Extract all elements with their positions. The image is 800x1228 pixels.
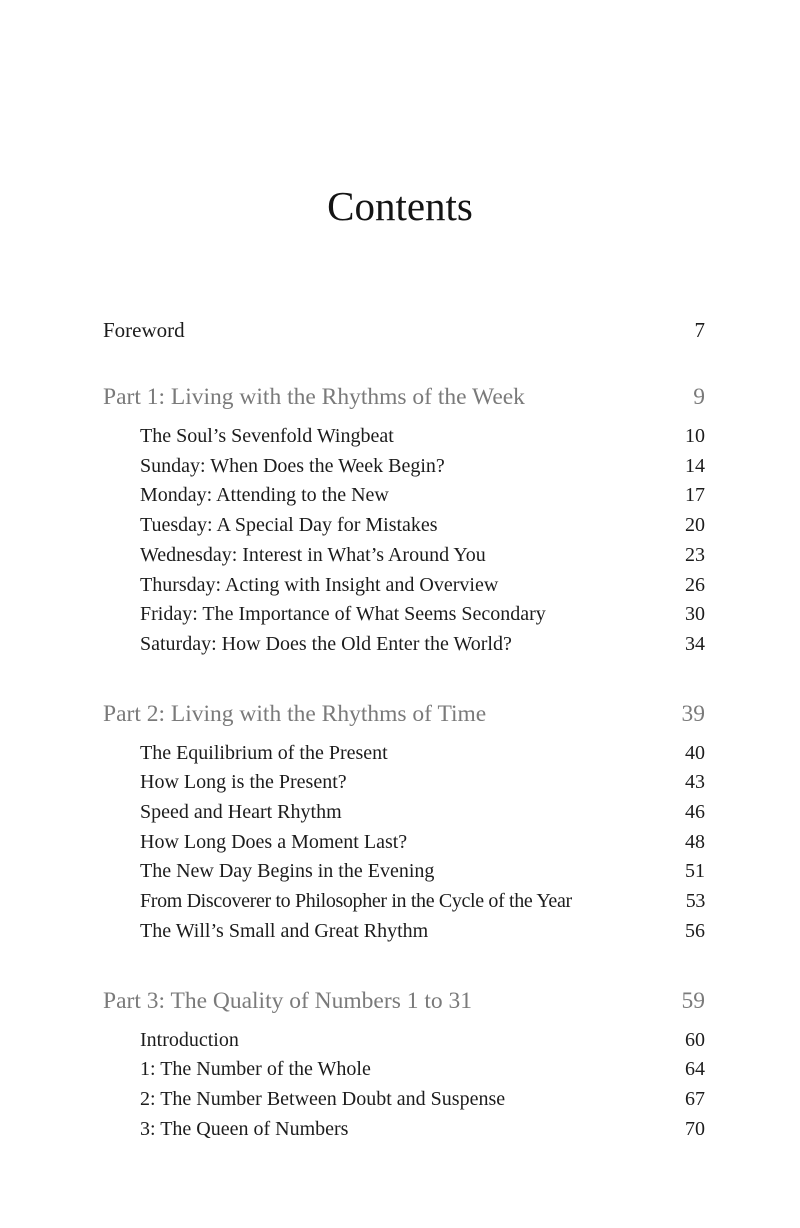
toc-entry-label: The Will’s Small and Great Rhythm xyxy=(140,919,429,942)
toc-entry-page: 43 xyxy=(685,771,705,794)
toc-entry-label: From Discoverer to Philosopher in the Cycle of the Year xyxy=(140,890,572,913)
toc-entry-label: The Soul’s Sevenfold Wingbeat xyxy=(140,425,394,447)
toc-entry xyxy=(140,630,705,660)
toc-part-1-page: 9 xyxy=(693,384,705,410)
toc-entry-page: 10 xyxy=(685,425,705,447)
toc-foreword xyxy=(103,314,705,346)
toc-part-2 xyxy=(103,697,705,731)
toc-entry-label: 2: The Number Between Doubt and Suspense xyxy=(140,1087,506,1110)
toc-part-1-entries xyxy=(103,422,705,660)
toc-entry-page: 64 xyxy=(685,1058,705,1081)
toc-foreword-label: Foreword xyxy=(103,318,185,342)
toc-part-2-entries xyxy=(103,739,705,947)
toc-entry-page: 51 xyxy=(685,860,705,883)
toc-part-1-label: Part 1: Living with the Rhythms of the Week xyxy=(103,384,525,410)
toc-part-3 xyxy=(103,984,705,1018)
table-of-contents xyxy=(103,314,705,1181)
toc-entry xyxy=(140,600,705,630)
toc-entry xyxy=(140,481,705,511)
toc-entry-label: Wednesday: Interest in What’s Around You xyxy=(140,543,486,566)
toc-entry-label: 1: The Number of the Whole xyxy=(140,1058,371,1081)
toc-entry xyxy=(140,1055,705,1085)
toc-entry-page: 30 xyxy=(685,603,705,626)
toc-entry-page: 26 xyxy=(685,573,705,596)
toc-entry xyxy=(140,1085,705,1115)
toc-entry xyxy=(140,768,705,798)
toc-entry xyxy=(140,1026,705,1056)
toc-entry-page: 48 xyxy=(685,830,705,853)
page-title: Contents xyxy=(327,183,473,229)
toc-entry xyxy=(140,571,705,601)
toc-entry xyxy=(140,887,705,917)
toc-entry-page: 67 xyxy=(685,1087,705,1110)
toc-entry-label: Monday: Attending to the New xyxy=(140,484,389,507)
toc-entry-label: 3: The Queen of Numbers xyxy=(140,1117,349,1140)
toc-entry-label: Thursday: Acting with Insight and Overview xyxy=(140,573,499,596)
toc-entry-page: 14 xyxy=(685,454,705,477)
toc-entry-label: Tuesday: A Special Day for Mistakes xyxy=(140,514,438,537)
toc-entry-page: 20 xyxy=(685,514,705,537)
toc-entry-label: Sunday: When Does the Week Begin? xyxy=(140,454,445,477)
toc-entry xyxy=(140,739,705,769)
toc-foreword-page: 7 xyxy=(694,318,705,342)
toc-entry xyxy=(140,422,705,452)
toc-entry-label: How Long Does a Moment Last? xyxy=(140,830,408,853)
toc-entry xyxy=(140,857,705,887)
toc-entry xyxy=(140,828,705,858)
toc-entry-page: 17 xyxy=(685,484,705,507)
toc-entry-page: 23 xyxy=(685,543,705,566)
toc-entry-label: The New Day Begins in the Evening xyxy=(140,860,435,883)
toc-part-3-label: Part 3: The Quality of Numbers 1 to 31 xyxy=(103,987,472,1014)
toc-entry-page: 70 xyxy=(685,1117,705,1140)
toc-part-2-label: Part 2: Living with the Rhythms of Time xyxy=(103,700,487,727)
toc-entry-page: 53 xyxy=(685,890,705,913)
toc-part-1 xyxy=(103,380,705,414)
toc-entry-page: 60 xyxy=(685,1028,705,1051)
toc-entry xyxy=(140,917,705,947)
toc-entry xyxy=(140,798,705,828)
toc-entry-label: Saturday: How Does the Old Enter the World? xyxy=(140,632,512,655)
toc-part-3-page: 59 xyxy=(681,987,705,1014)
toc-entry-label: Speed and Heart Rhythm xyxy=(140,801,342,824)
toc-entry-label: The Equilibrium of the Present xyxy=(140,741,388,764)
toc-entry-label: Friday: The Importance of What Seems Secondary xyxy=(140,603,546,626)
toc-entry-label: Introduction xyxy=(140,1028,239,1051)
toc-part-2-page: 39 xyxy=(681,700,705,727)
toc-entry-page: 40 xyxy=(685,741,705,764)
toc-entry-page: 34 xyxy=(685,632,705,655)
toc-part-3-entries xyxy=(103,1026,705,1145)
toc-entry xyxy=(140,511,705,541)
toc-entry xyxy=(140,452,705,482)
toc-entry xyxy=(140,1115,705,1145)
toc-entry-page: 46 xyxy=(685,801,705,824)
toc-entry-label: How Long is the Present? xyxy=(140,771,347,794)
toc-entry xyxy=(140,541,705,571)
toc-entry-page: 56 xyxy=(685,919,705,942)
